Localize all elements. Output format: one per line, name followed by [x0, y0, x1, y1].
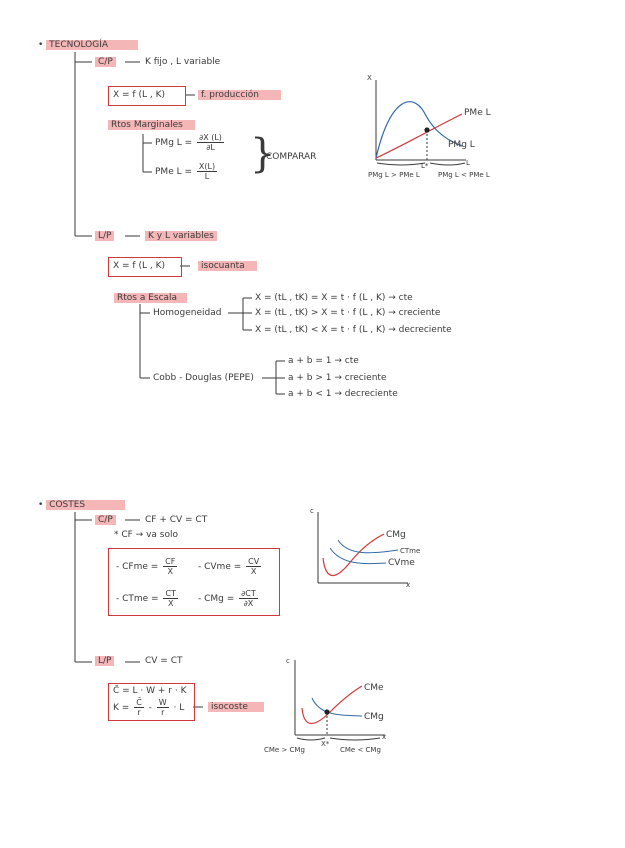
cobb-item-decreciente: a + b < 1 → decreciente: [288, 389, 398, 399]
costs-section-title: • COSTES: [38, 500, 125, 511]
ctme-label: CTme: [400, 547, 421, 555]
prod-x-label: L: [466, 159, 470, 167]
cost1-x-label: x: [406, 581, 411, 589]
prod-right-note: PMg L < PMe L: [438, 171, 490, 179]
costs-lp-eq: CV = CT: [145, 656, 183, 666]
cost-intersection-point: [324, 709, 329, 714]
prod-y-label: X: [367, 74, 372, 82]
cobb-item-cte: a + b = 1 → cte: [288, 356, 359, 366]
pmg-formula: PMg L = $\frac{\partial X (L)}{\partial L}$: [155, 133, 222, 152]
cme-curve: [302, 686, 362, 724]
cobb-douglas-label: Cobb - Douglas (PEPE): [153, 373, 254, 383]
x-star-label: X*: [321, 740, 330, 748]
isocuanta-label: isocuanta: [198, 261, 257, 272]
cost1-y-label: c: [310, 507, 314, 515]
tech-cp-desc: K fijo , L variable: [145, 57, 221, 67]
cmg-curve-2: [312, 698, 362, 716]
homog-item-decreciente: X = (tL , tK) < X = t · f (L , K) → decreciente: [255, 325, 452, 335]
comparar-label: COMPARAR: [266, 152, 317, 162]
compare-brace: }: [250, 131, 276, 177]
isocoste-line2: K = $\frac{C̄}{r}$ - $\frac{W}{r}$ · L: [113, 698, 185, 717]
costs-cp-label: C/P: [95, 515, 116, 525]
l-star-label: L*: [421, 162, 429, 170]
iso-formula: X = f (L , K): [113, 261, 165, 271]
cost2-right-note: CMe < CMg: [340, 746, 381, 754]
cfme-formula: - CFme = $\frac{CF}{X}$: [116, 557, 176, 576]
cme-label: CMe: [364, 683, 384, 693]
homog-item-creciente: X = (tL , tK) > X = t · f (L , K) → creciente: [255, 308, 441, 318]
cvme-label: CVme: [388, 558, 415, 568]
costs-cp-note: * CF → va solo: [114, 530, 178, 540]
cost2-x-label: x: [382, 733, 387, 741]
cost2-y-label: c: [286, 657, 290, 665]
prod-formula: X = f (L , K): [113, 90, 165, 100]
homogeneidad-label: Homogeneidad: [153, 308, 222, 318]
cmg-label-2: CMg: [364, 712, 384, 722]
pme-formula: PMe L = $\frac{X(L)}{L}$: [155, 162, 216, 181]
cost2-left-note: CMe > CMg: [264, 746, 305, 754]
pmg-label: PMg L: [448, 140, 475, 150]
costs-cp-eq: CF + CV = CT: [145, 515, 208, 525]
costs-lp-label: L/P: [95, 656, 114, 666]
rtos-marginales-title: Rtos Marginales: [108, 120, 195, 131]
cobb-item-creciente: a + b > 1 → creciente: [288, 373, 387, 383]
prod-label: f. producción: [198, 90, 281, 101]
cvme-formula: - CVme = $\frac{CV}{X}$: [198, 557, 260, 576]
escala-title: Rtos a Escala: [114, 293, 187, 304]
ctme-formula: - CTme = $\frac{CT}{X}$: [116, 589, 176, 608]
prod-left-note: PMg L > PMe L: [368, 171, 420, 179]
pme-label: PMe L: [464, 108, 491, 118]
isocoste-line1: C̄ = L · W + r · K: [113, 686, 187, 696]
tech-lp-label: L/P: [95, 231, 114, 241]
tech-lp-desc: K y L variables: [145, 231, 217, 242]
tech-section-title: • TECNOLOGÍA: [38, 40, 138, 51]
cmg-label-1: CMg: [386, 530, 406, 540]
homog-item-cte: X = (tL , tK) = X = t · f (L , K) → cte: [255, 293, 413, 303]
tech-cp-label: C/P: [95, 57, 116, 67]
right-region-brace-2: [330, 738, 380, 740]
isocoste-label: isocoste: [208, 702, 264, 713]
cmg-formula: - CMg = $\frac{\partial CT}{\partial X}$: [198, 589, 256, 608]
